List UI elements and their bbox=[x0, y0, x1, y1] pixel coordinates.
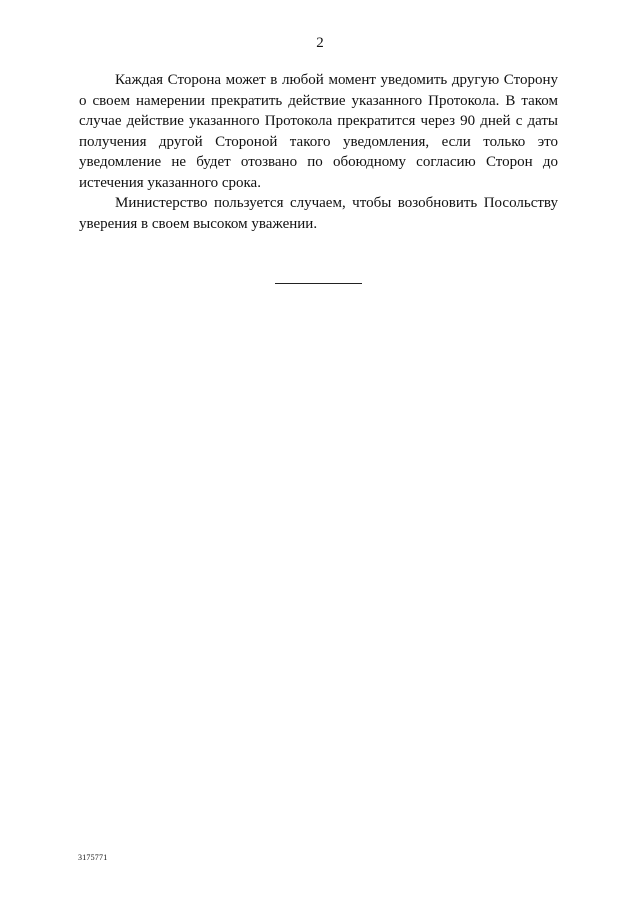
page-number: 2 bbox=[316, 35, 324, 51]
document-code: 3175771 bbox=[78, 853, 108, 862]
end-separator-line bbox=[275, 283, 362, 284]
document-body bbox=[79, 70, 558, 234]
paragraph-termination-notice: Каждая Сторона может в любой момент уведомить другую Сторону о своем намерении прекратить действие указанного Протокола. В таком случае действие указанного Протокола прекратится через 90 дней с даты получения другой Стороной такого уведомления, если только это уведомление не будет отозвано по обоюдному согласию Сторон до истечения указанного срока. bbox=[79, 72, 558, 191]
paragraph-closing-courtesy: Министерство пользуется случаем, чтобы возобновить Посольству уверения в своем высоком уважении. bbox=[79, 195, 558, 232]
